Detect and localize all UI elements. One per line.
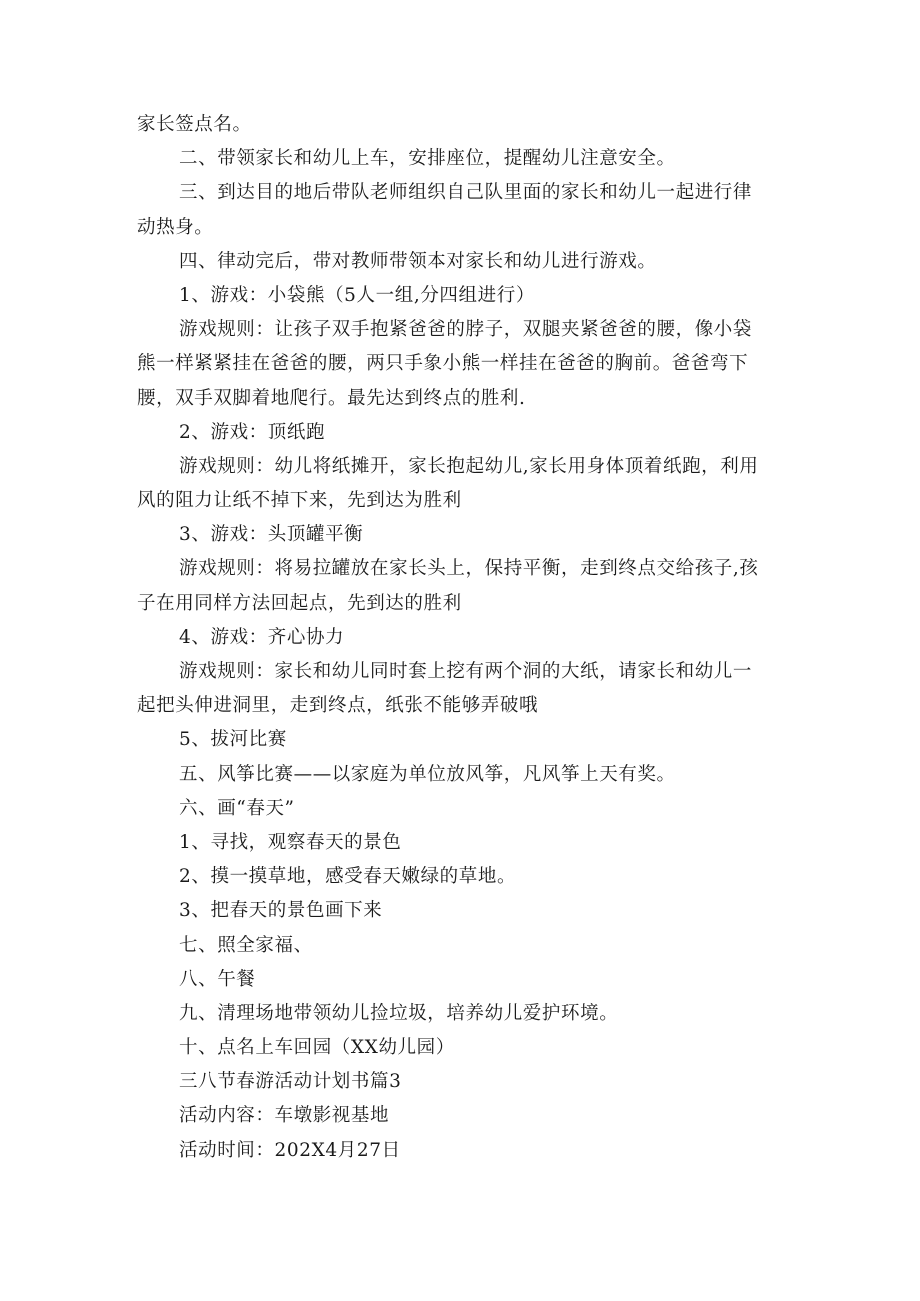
text-line: 2、游戏：顶纸跑 — [179, 421, 326, 443]
text-line: 3、游戏：头顶罐平衡 — [179, 524, 364, 546]
text-line: 八、午餐 — [179, 968, 256, 990]
text-line: 动热身。 — [137, 216, 214, 238]
text-line: 1、游戏：小袋熊（5人一组,分四组进行） — [179, 284, 535, 306]
document-body — [137, 108, 787, 1168]
text-line: 2、摸一摸草地，感受春天嫩绿的草地。 — [179, 866, 517, 888]
text-line: 四、律动完后，带对教师带领本对家长和幼儿进行游戏。 — [179, 250, 657, 272]
text-line: 五、风筝比赛——以家庭为单位放风筝，凡风筝上天有奖。 — [179, 763, 676, 785]
text-line: 活动内容：车墩影视基地 — [179, 1105, 390, 1127]
text-line: 起把头伸进洞里，走到终点，纸张不能够弄破哦 — [137, 695, 539, 717]
text-line: 腰，双手双脚着地爬行。最先达到终点的胜利. — [137, 387, 526, 409]
text-line: 十、点名上车回园（XX幼儿园） — [179, 1037, 455, 1059]
text-line: 游戏规则：家长和幼儿同时套上挖有两个洞的大纸，请家长和幼儿一 — [179, 661, 753, 682]
text-line: 3、把春天的景色画下来 — [179, 900, 383, 922]
text-line: 三、到达目的地后带队老师组织自己队里面的家长和幼儿一起进行律 — [179, 182, 753, 204]
text-line: 家长签点名。 — [137, 114, 252, 135]
text-line: 二、带领家长和幼儿上车，安排座位，提醒幼儿注意安全。 — [179, 148, 676, 170]
text-line: 三八节春游活动计划书篇3 — [179, 1071, 402, 1093]
text-line: 熊一样紧紧挂在爸爸的腰，两只手象小熊一样挂在爸爸的胸前。爸爸弯下 — [137, 353, 749, 375]
text-line: 游戏规则：将易拉罐放在家长头上，保持平衡，走到终点交给孩子,孩 — [179, 558, 759, 580]
text-line: 1、寻找，观察春天的景色 — [179, 831, 402, 853]
text-line: 4、游戏：齐心协力 — [179, 626, 345, 648]
text-line: 七、照全家福、 — [179, 934, 313, 956]
text-line: 游戏规则：让孩子双手抱紧爸爸的脖子，双腿夹紧爸爸的腰，像小袋 — [179, 319, 753, 341]
text-line: 5、拔河比赛 — [179, 729, 287, 751]
text-line: 活动时间：202X4月27日 — [179, 1139, 401, 1161]
text-line: 六、画“春天” — [179, 797, 295, 819]
text-line: 风的阻力让纸不掉下来，先到达为胜利 — [137, 490, 462, 512]
text-line: 子在用同样方法回起点，先到达的胜利 — [137, 592, 462, 614]
text-line: 游戏规则：幼儿将纸摊开，家长抱起幼儿,家长用身体顶着纸跑，利用 — [179, 455, 759, 477]
text-line: 九、清理场地带领幼儿捡垃圾，培养幼儿爱护环境。 — [179, 1002, 619, 1024]
